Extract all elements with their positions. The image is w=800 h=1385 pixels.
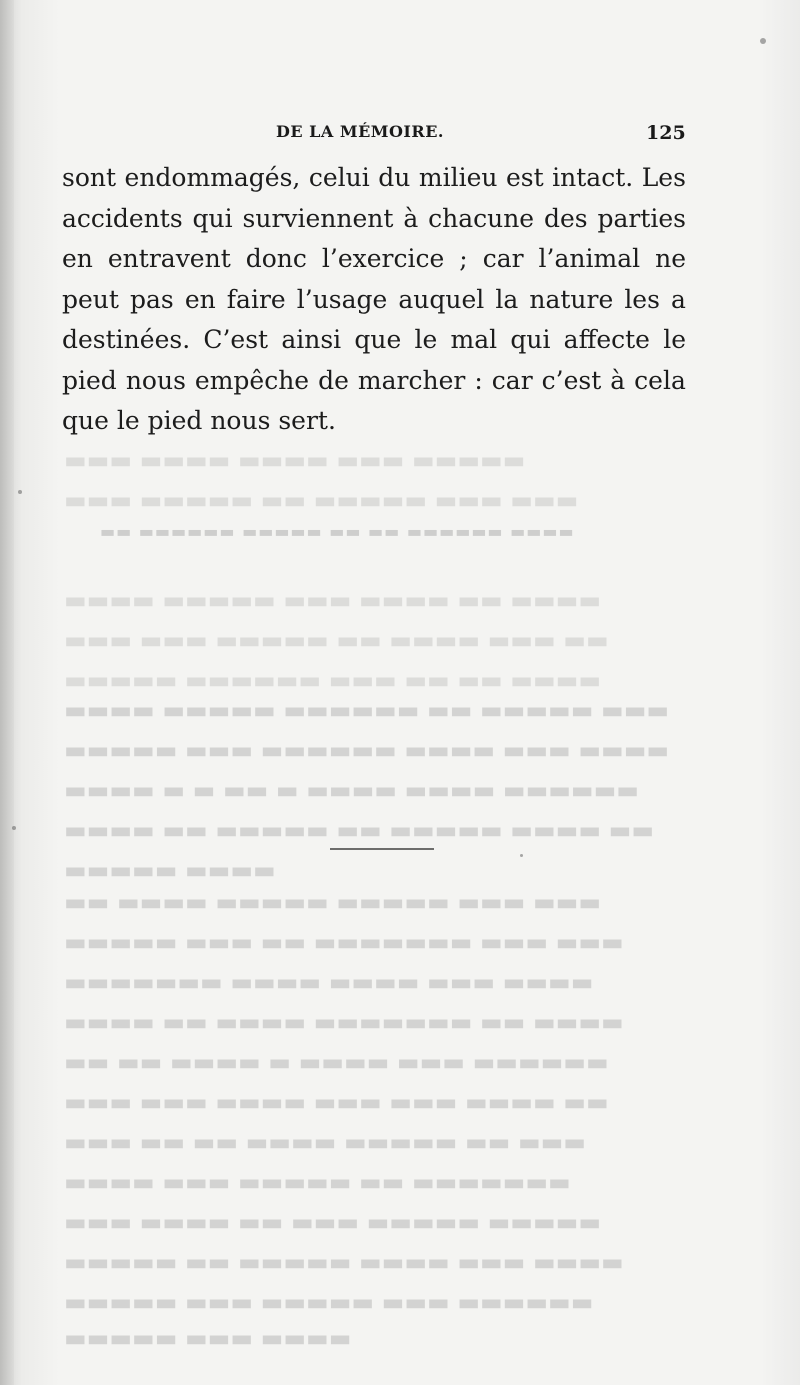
word: a [671, 284, 686, 314]
word: parties [597, 203, 686, 233]
bleed-through-decoration: ▬▬▬▬ ▬▬▬▬▬ ▬▬▬ ▬▬▬▬ ▬▬ ▬▬▬▬ [64, 586, 602, 614]
word: surviennent [242, 203, 394, 233]
body-text [62, 158, 686, 442]
word: entravent [107, 244, 231, 273]
bleed-through-decoration: ▬▬▬▬ ▬▬▬ ▬▬▬▬▬ ▬▬ ▬▬▬▬▬▬▬ [64, 1168, 571, 1196]
word: à [403, 203, 419, 233]
word: : [474, 365, 483, 395]
bleed-through-decoration: ▬▬▬▬▬ ▬▬▬ ▬▬▬▬ [64, 1324, 352, 1352]
word: cela [634, 365, 686, 395]
word: car [482, 244, 524, 273]
bleed-through-decoration: ▬▬ ▬▬▬▬ ▬▬▬▬▬ ▬▬▬▬▬ ▬▬▬ ▬▬▬ [64, 888, 602, 916]
bleed-through-decoration: ▬▬ ▬▬ ▬▬▬▬ ▬ ▬▬▬▬ ▬▬▬ ▬▬▬▬▬▬ [64, 1048, 609, 1076]
word: en [62, 244, 93, 273]
running-title: DE LA MÉMOIRE. [276, 122, 444, 141]
bleed-through-decoration: ▬▬▬▬▬ ▬▬▬▬▬▬ ▬▬▬ ▬▬ ▬▬ ▬▬▬▬ [64, 666, 602, 694]
word: marcher [357, 365, 466, 395]
word: nature [529, 284, 614, 314]
page-gutter [0, 0, 14, 1385]
word: auquel [398, 284, 485, 314]
text-line [62, 361, 686, 402]
word: donc [245, 244, 307, 273]
word: la [495, 284, 519, 314]
word: le [663, 325, 686, 354]
word: intact. [552, 163, 634, 192]
word: les [624, 284, 660, 314]
running-header [0, 122, 800, 152]
word: chacune [428, 203, 535, 233]
word: C’est [203, 325, 269, 354]
paper-speck [760, 38, 766, 44]
text-line [62, 199, 686, 240]
bleed-through-decoration: ▬▬▬ ▬▬▬▬ ▬▬▬▬ ▬▬▬ ▬▬▬▬▬ [64, 446, 526, 474]
text-line [62, 239, 686, 280]
bleed-through-decoration: ▬▬▬▬▬ ▬▬▬ ▬▬▬▬▬▬ ▬▬▬▬ ▬▬▬ ▬▬▬▬ [64, 736, 670, 764]
bleed-through-decoration: ▬▬▬▬▬ ▬▬▬ ▬▬ ▬▬▬▬▬▬▬ ▬▬▬ ▬▬▬ [64, 928, 624, 956]
text-line [62, 158, 686, 199]
bleed-through-decoration: ▬▬▬▬ ▬▬ ▬▬▬▬▬ ▬▬ ▬▬▬▬▬ ▬▬▬▬ ▬▬ [64, 816, 654, 844]
bleed-through-decoration: ▬▬▬▬▬▬▬ ▬▬▬▬ ▬▬▬▬ ▬▬▬ ▬▬▬▬ [64, 968, 594, 996]
word: qui [510, 325, 551, 354]
word: celui [308, 163, 370, 192]
word: ; [459, 244, 468, 273]
word: ne [655, 244, 686, 273]
paper-speck [18, 490, 22, 494]
word: ainsi [281, 325, 342, 354]
word: l’exercice [321, 244, 445, 273]
word: nous [125, 365, 186, 395]
word: milieu [418, 163, 498, 192]
bleed-through-heading: ▬▬ ▬▬▬▬▬▬ ▬▬▬▬▬ ▬▬ ▬▬ ▬▬▬▬▬▬ ▬▬▬▬ [100, 522, 575, 541]
word: c’est [541, 365, 602, 395]
word: mal [450, 325, 498, 354]
bleed-through-decoration: ▬▬▬▬▬ ▬▬▬▬ [64, 856, 276, 884]
bleed-through-rule [330, 848, 434, 850]
bleed-through-decoration: ▬▬▬▬ ▬ ▬ ▬▬ ▬ ▬▬▬▬ ▬▬▬▬ ▬▬▬▬▬▬ [64, 776, 639, 804]
word: à [610, 365, 626, 395]
word: peut [62, 284, 119, 314]
word: est [505, 163, 544, 192]
bleed-through-decoration: ▬▬▬ ▬▬▬ ▬▬▬▬ ▬▬▬ ▬▬▬ ▬▬▬▬ ▬▬ [64, 1088, 609, 1116]
bleed-through-decoration: ▬▬▬▬▬ ▬▬ ▬▬▬▬▬ ▬▬▬▬ ▬▬▬ ▬▬▬▬ [64, 1248, 624, 1276]
word: pied [62, 365, 117, 395]
word: l’usage [296, 284, 388, 314]
bleed-through-decoration: ▬▬▬ ▬▬▬▬▬ ▬▬ ▬▬▬▬▬ ▬▬▬ ▬▬▬ [64, 486, 579, 514]
word: que [354, 325, 402, 354]
bleed-through-decoration: ▬▬▬▬ ▬▬ ▬▬▬▬ ▬▬▬▬▬▬▬ ▬▬ ▬▬▬▬ [64, 1008, 624, 1036]
page-number: 125 [646, 122, 686, 144]
word: accidents [62, 203, 183, 233]
word: de [318, 365, 349, 395]
word: car [491, 365, 533, 395]
word: l’animal [538, 244, 641, 273]
word: sont [62, 163, 117, 192]
word: du [378, 163, 411, 192]
word: des [543, 203, 588, 233]
word: en [184, 284, 216, 314]
bleed-through-decoration: ▬▬▬ ▬▬ ▬▬ ▬▬▬▬ ▬▬▬▬▬ ▬▬ ▬▬▬ [64, 1128, 586, 1156]
paper-speck [520, 854, 523, 857]
bleed-through-decoration: ▬▬▬ ▬▬▬▬ ▬▬ ▬▬▬ ▬▬▬▬▬ ▬▬▬▬▬ [64, 1208, 602, 1236]
word: faire [226, 284, 286, 314]
word: destinées. [62, 325, 191, 354]
word: qui [192, 203, 233, 233]
text-line: que le pied nous sert. [62, 406, 336, 435]
word: empêche [194, 365, 310, 395]
text-line [62, 320, 686, 361]
paper-speck [12, 826, 16, 830]
word: Les [641, 163, 686, 192]
bleed-through-decoration: ▬▬▬▬ ▬▬▬▬▬ ▬▬▬▬▬▬ ▬▬ ▬▬▬▬▬ ▬▬▬ [64, 696, 670, 724]
bleed-through-decoration: ▬▬▬▬▬ ▬▬▬ ▬▬▬▬▬ ▬▬▬ ▬▬▬▬▬▬ [64, 1288, 594, 1316]
word: endommagés, [124, 163, 301, 192]
word: le [414, 325, 438, 354]
word: pas [130, 284, 174, 314]
bleed-through-decoration: ▬▬▬ ▬▬▬ ▬▬▬▬▬ ▬▬ ▬▬▬▬ ▬▬▬ ▬▬ [64, 626, 609, 654]
text-line [62, 280, 686, 321]
word: affecte [563, 325, 650, 354]
